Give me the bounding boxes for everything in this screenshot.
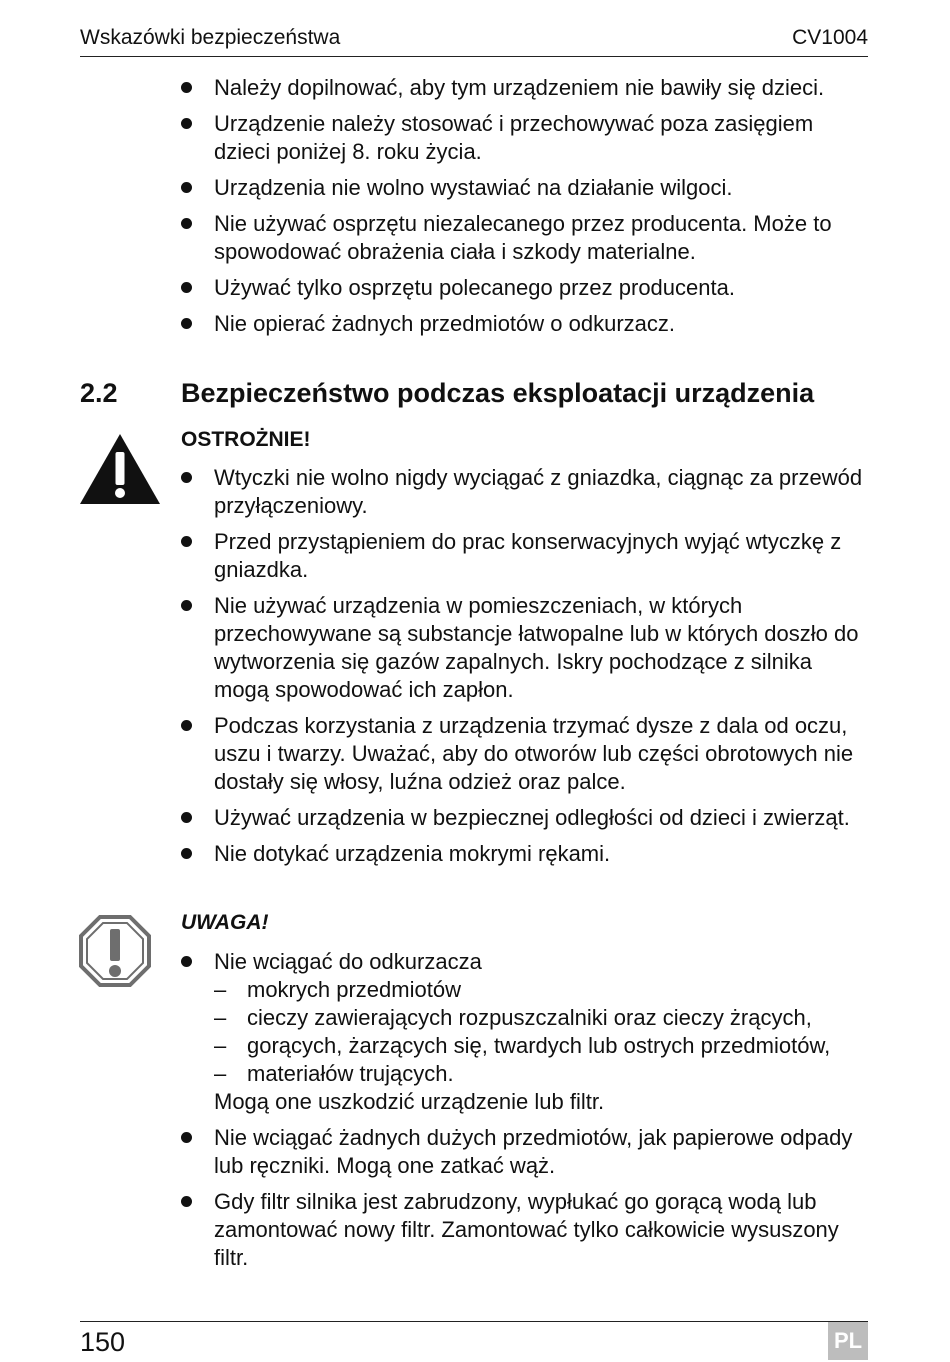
top-bullet-list: [181, 74, 871, 346]
caution-bullet-list: [181, 464, 871, 876]
dash-list: [214, 976, 871, 1088]
warning-triangle-icon: [80, 434, 160, 504]
list-item: Używać urządzenia w bezpiecznej odległości od dzieci i zwierząt.: [181, 804, 871, 832]
page-footer: [80, 1321, 868, 1362]
dash-item: – materiałów trujących.: [214, 1060, 871, 1088]
list-item-outro: Mogą one uszkodzić urządzenie lub filtr.: [214, 1089, 605, 1114]
page-header: [80, 26, 868, 57]
dash-item: – mokrych przedmiotów: [214, 976, 871, 1004]
list-item-intro: Nie wciągać do odkurzacza: [214, 949, 482, 974]
header-title: Wskazówki bezpieczeństwa: [80, 26, 341, 49]
language-badge: PL: [828, 1322, 868, 1360]
list-item: Urządzenia nie wolno wystawiać na działanie wilgoci.: [181, 174, 871, 202]
dash-item: – cieczy zawierających rozpuszczalniki oraz cieczy żrących,: [214, 1004, 871, 1032]
list-item: Nie używać osprzętu niezalecanego przez producenta. Może to spowodować obrażenia ciała i szkody materialne.: [181, 210, 871, 266]
list-item: Należy dopilnować, aby tym urządzeniem nie bawiły się dzieci.: [181, 74, 871, 102]
list-item: Nie dotykać urządzenia mokrymi rękami.: [181, 840, 871, 868]
list-item: Gdy filtr silnika jest zabrudzony, wypłukać go gorącą wodą lub zamontować nowy filtr. Zamontować tylko całkowicie wysuszony filtr.: [181, 1188, 871, 1272]
section-title: Bezpieczeństwo podczas eksploatacji urządzenia: [181, 378, 815, 408]
list-item: Nie opierać żadnych przedmiotów o odkurzacz.: [181, 310, 871, 338]
list-item: Podczas korzystania z urządzenia trzymać dysze z dala od oczu, uszu i twarzy. Uważać, aby do otworów lub części obrotowych nie dostały się włosy, luźna odzież oraz palce.: [181, 712, 871, 796]
list-item: Nie używać urządzenia w pomieszczeniach, w których przechowywane są substancje łatwopalne lub w których doszło do wytworzenia się gazów zapalnych. Iskry pochodzące z silnika mogą spowodować ich zapłon.: [181, 592, 871, 704]
notice-octagon-icon: [79, 915, 151, 987]
list-item: Używać tylko osprzętu polecanego przez producenta.: [181, 274, 871, 302]
caution-label: OSTROŻNIE!: [181, 428, 311, 451]
list-item: [181, 948, 871, 1116]
list-item: Nie wciągać żadnych dużych przedmiotów, jak papierowe odpady lub ręczniki. Mogą one zatkać wąż.: [181, 1124, 871, 1180]
dash-item: – gorących, żarzących się, twardych lub ostrych przedmiotów,: [214, 1032, 871, 1060]
notice-bullet-list: [181, 948, 871, 1280]
page-number: 150: [80, 1327, 126, 1357]
header-model: CV1004: [792, 26, 868, 49]
section-number: 2.2: [80, 378, 118, 408]
list-item: Urządzenie należy stosować i przechowywać poza zasięgiem dzieci poniżej 8. roku życia.: [181, 110, 871, 166]
list-item: Przed przystąpieniem do prac konserwacyjnych wyjąć wtyczkę z gniazdka.: [181, 528, 871, 584]
notice-label: UWAGA!: [181, 911, 269, 934]
list-item: Wtyczki nie wolno nigdy wyciągać z gniazdka, ciągnąc za przewód przyłączeniowy.: [181, 464, 871, 520]
